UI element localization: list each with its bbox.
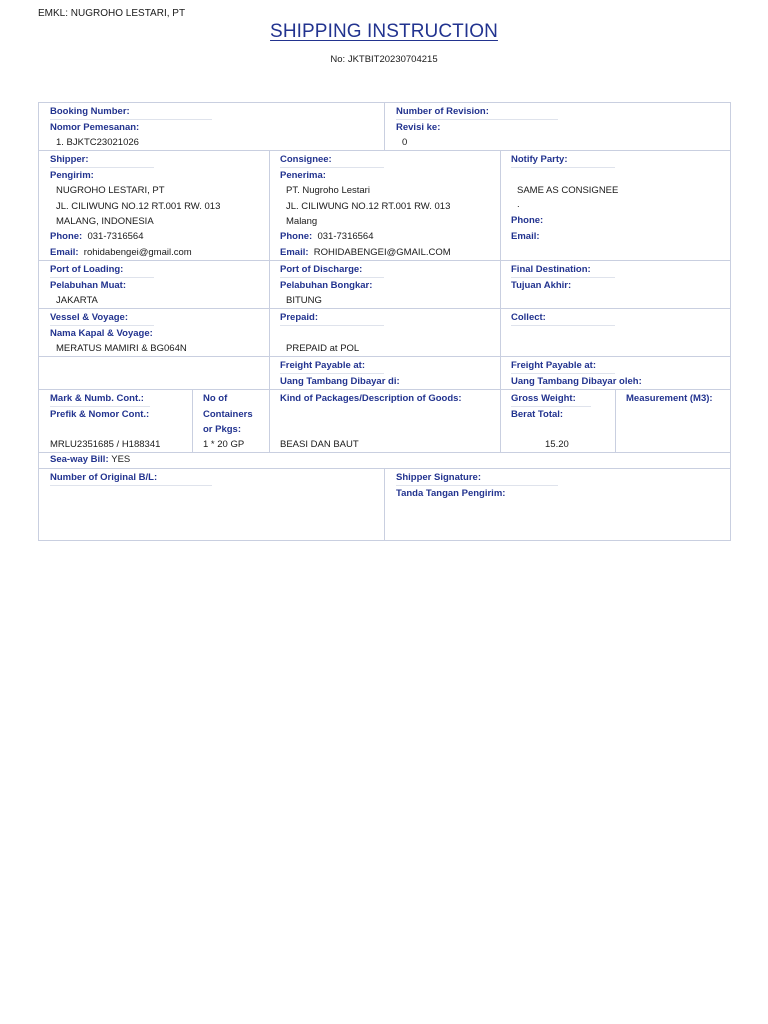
label-underline — [50, 119, 212, 120]
shipper-cell — [39, 151, 269, 260]
emkl-text: EMKL: NUGROHO LESTARI, PT — [38, 8, 186, 19]
goods-description-cell — [270, 390, 500, 452]
consignee-email-row — [280, 247, 451, 258]
vessel-label: Vessel & Voyage: — [50, 312, 128, 323]
shipper-label: Shipper: — [50, 154, 89, 165]
vessel-voyage: MERATUS MAMIRI & BG064N — [56, 343, 187, 354]
label-underline — [280, 373, 384, 374]
label-underline — [511, 167, 615, 168]
container-number: MRLU2351685 / H188341 — [50, 439, 161, 450]
prepaid-cell — [270, 309, 500, 356]
notify-party-name: SAME AS CONSIGNEE — [517, 185, 619, 196]
freight-at-label: Freight Payable at: — [280, 360, 365, 371]
destination-label: Final Destination: — [511, 264, 591, 275]
mark-number-cell — [39, 390, 192, 452]
shipper-email: rohidabengei@gmail.com — [83, 247, 192, 258]
shipper-email-row — [50, 247, 192, 258]
port-of-discharge: BITUNG — [286, 295, 322, 306]
collect-cell — [501, 309, 730, 356]
document-title: SHIPPING INSTRUCTION — [270, 21, 498, 42]
weight-label-id: Berat Total: — [511, 409, 564, 420]
notify-email-label: Email: — [511, 231, 540, 242]
original-bl-cell — [39, 469, 384, 540]
consignee-label-id: Penerima: — [280, 170, 326, 181]
containers-label-line2: Containers — [203, 409, 253, 420]
freight-by-label: Freight Payable at: — [511, 360, 596, 371]
goods-label: Kind of Packages/Description of Goods: — [280, 393, 462, 404]
label-underline — [280, 325, 384, 326]
shipper-phone: 031-7316564 — [87, 231, 144, 242]
prepaid-label: Prepaid: — [280, 312, 319, 323]
containers-cell — [193, 390, 269, 452]
seaway-label: Sea-way Bill: — [50, 454, 109, 465]
label-underline — [280, 167, 384, 168]
weight-label: Gross Weight: — [511, 393, 576, 404]
port-of-loading: JAKARTA — [56, 295, 98, 306]
shipper-label-id: Pengirim: — [50, 170, 94, 181]
booking-label-id: Nomor Pemesanan: — [50, 122, 140, 133]
label-underline — [50, 167, 154, 168]
vessel-label-id: Nama Kapal & Voyage: — [50, 328, 153, 339]
seaway-bill-cell — [39, 453, 730, 468]
containers-label-line3: or Pkgs: — [203, 424, 242, 435]
discharge-label: Port of Discharge: — [280, 264, 363, 275]
consignee-address-line2: Malang — [286, 216, 318, 227]
mark-label: Mark & Numb. Cont.: — [50, 393, 144, 404]
consignee-cell — [270, 151, 500, 260]
label-underline — [50, 406, 150, 407]
mark-label-id: Prefik & Nomor Cont.: — [50, 409, 150, 420]
final-destination-cell — [501, 261, 730, 308]
label-underline — [396, 119, 558, 120]
loading-label-id: Pelabuhan Muat: — [50, 280, 127, 291]
booking-label: Booking Number: — [50, 106, 130, 117]
revision-cell — [385, 103, 730, 150]
email-label: Email: — [50, 247, 79, 258]
signature-cell — [385, 469, 730, 540]
loading-label: Port of Loading: — [50, 264, 124, 275]
collect-label: Collect: — [511, 312, 546, 323]
freight-at-label-id: Uang Tambang Dibayar di: — [280, 376, 400, 387]
seaway-bill-row — [50, 454, 130, 465]
label-underline — [396, 485, 558, 486]
containers-label-line1: No of — [203, 393, 228, 404]
port-of-discharge-cell — [270, 261, 500, 308]
phone-label: Phone: — [50, 231, 83, 242]
prepaid-value: PREPAID at POL — [286, 343, 360, 354]
shipper-phone-row — [50, 231, 143, 242]
containers-value: 1 * 20 GP — [203, 439, 245, 450]
gross-weight-cell — [501, 390, 615, 452]
label-underline — [511, 373, 615, 374]
label-underline — [511, 277, 615, 278]
notify-party-cell — [501, 151, 730, 260]
label-underline — [50, 325, 154, 326]
document-number: No: JKTBIT20230704215 — [330, 54, 438, 65]
notify-phone-label: Phone: — [511, 215, 544, 226]
destination-label-id: Tujuan Akhir: — [511, 280, 572, 291]
label-underline — [511, 325, 615, 326]
measurement-label: Measurement (M3): — [626, 393, 713, 404]
vessel-voyage-cell — [39, 309, 269, 356]
consignee-name: PT. Nugroho Lestari — [286, 185, 370, 196]
measurement-cell — [616, 390, 730, 452]
email-label: Email: — [280, 247, 309, 258]
revision-label-id: Revisi ke: — [396, 122, 441, 133]
label-underline — [50, 485, 212, 486]
notify-party-label: Notify Party: — [511, 154, 568, 165]
notify-party-dot: . — [517, 199, 520, 210]
freight-payable-at-cell — [270, 357, 500, 389]
shipping-instruction-table — [38, 102, 731, 541]
discharge-label-id: Pelabuhan Bongkar: — [280, 280, 373, 291]
consignee-email: ROHIDABENGEI@GMAIL.COM — [313, 247, 451, 258]
booking-number: 1. BJKTC23021026 — [56, 137, 139, 148]
revision-number: 0 — [402, 137, 408, 148]
consignee-phone: 031-7316564 — [317, 231, 374, 242]
booking-cell — [39, 103, 384, 150]
shipper-address-line2: MALANG, INDONESIA — [56, 216, 154, 227]
original-bl-label: Number of Original B/L: — [50, 472, 158, 483]
freight-payable-by-cell — [501, 357, 730, 389]
signature-label: Shipper Signature: — [396, 472, 481, 483]
freight-by-label-id: Uang Tambang Dibayar oleh: — [511, 376, 642, 387]
phone-label: Phone: — [280, 231, 313, 242]
consignee-label: Consignee: — [280, 154, 332, 165]
label-underline — [50, 277, 154, 278]
port-of-loading-cell — [39, 261, 269, 308]
shipper-address-line1: JL. CILIWUNG NO.12 RT.001 RW. 013 — [56, 201, 221, 212]
signature-label-id: Tanda Tangan Pengirim: — [396, 488, 506, 499]
label-underline — [280, 277, 384, 278]
consignee-phone-row — [280, 231, 373, 242]
gross-weight: 15.20 — [545, 439, 569, 450]
revision-label: Number of Revision: — [396, 106, 489, 117]
shipper-name: NUGROHO LESTARI, PT — [56, 185, 165, 196]
consignee-address-line1: JL. CILIWUNG NO.12 RT.001 RW. 013 — [286, 201, 451, 212]
label-underline — [511, 406, 591, 407]
goods-description: BEASI DAN BAUT — [280, 439, 359, 450]
seaway-value: YES — [111, 454, 131, 465]
